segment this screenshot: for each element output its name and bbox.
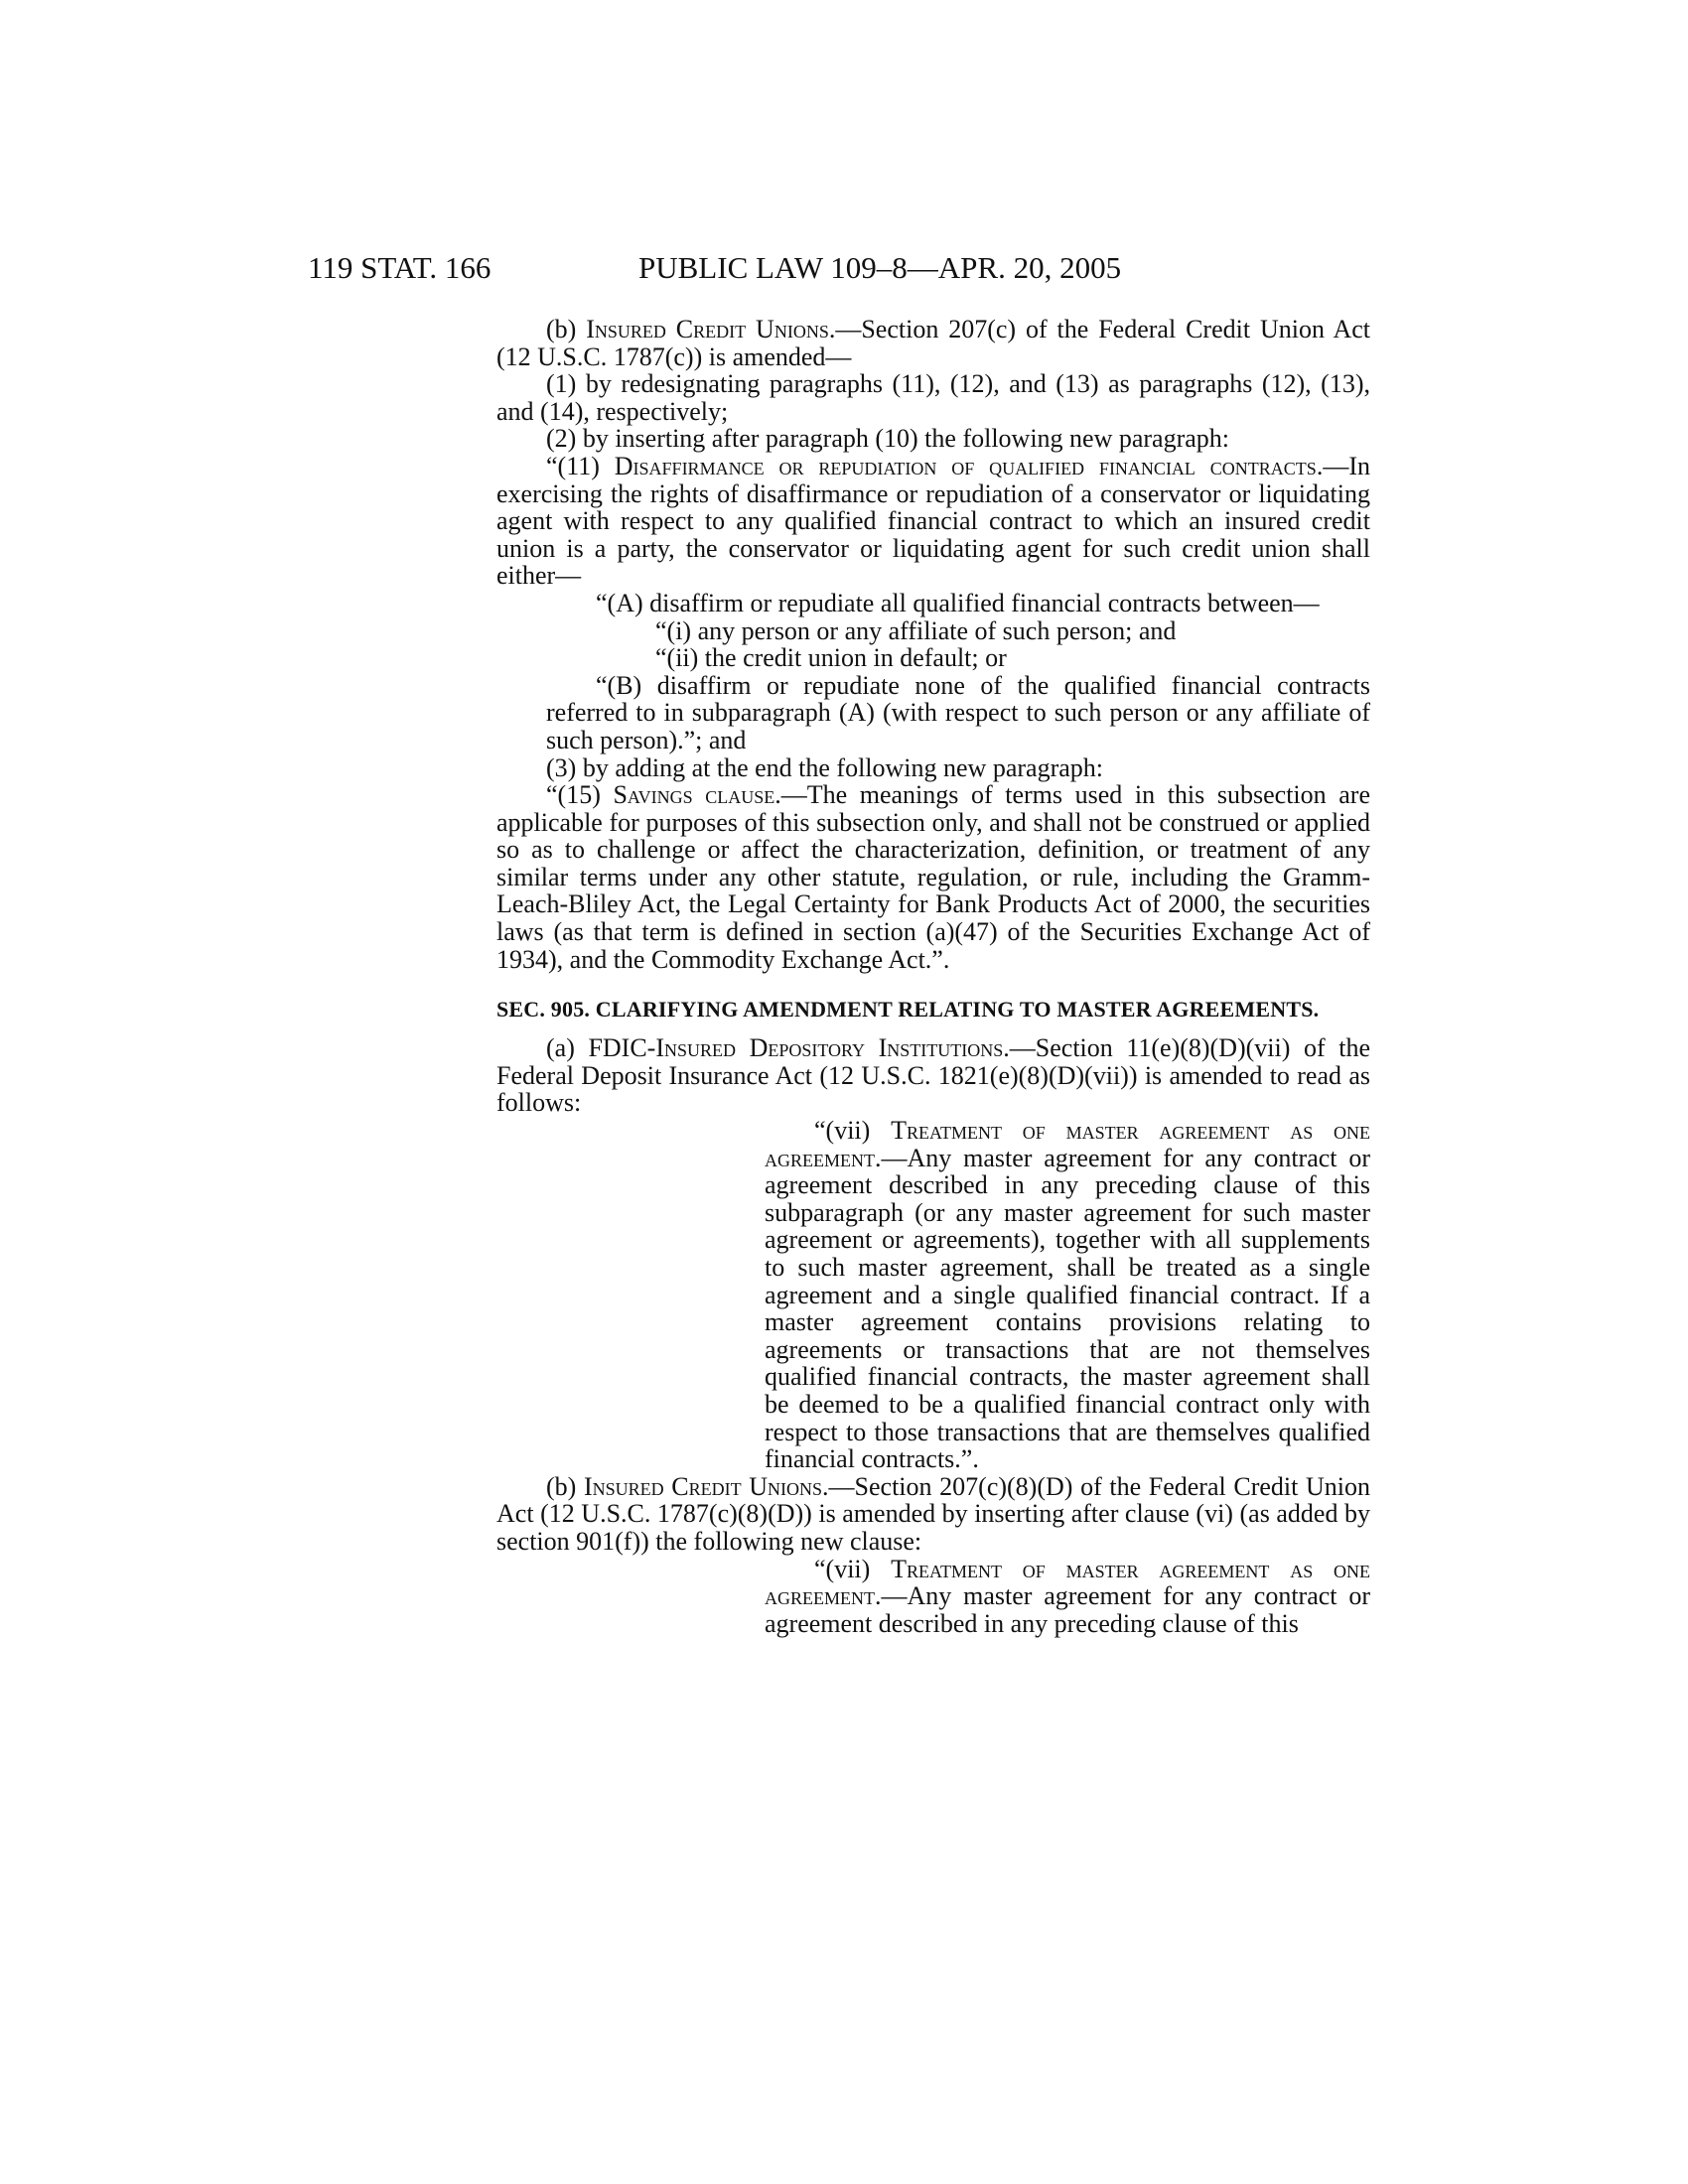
paragraph-label: (b): [546, 1471, 584, 1501]
paragraph-caption: Insured Credit Unions: [583, 1471, 823, 1501]
paragraph-text: .—The meanings of terms used in this subsection are applicable for purposes of this subsection only, and shall not be construed or applied so as to challenge or affect the characterization, definition, or treatment of any similar terms under any other statute, regulation, or rule, including the Gramm-Leach-Bliley Act, the Legal Certainty for Bank Products Act of 2000, the securities laws (as that term is defined in section (a)(47) of the Securities Exchange Act of 1934), and the Commodity Exchange Act.”.: [496, 780, 1370, 974]
public-law-citation: PUBLIC LAW 109–8—APR. 20, 2005: [638, 250, 1122, 285]
clause-vii-credit-union: [496, 1556, 1370, 1638]
paragraph-label: “(11): [546, 451, 615, 480]
paragraph-label: (b): [546, 315, 587, 343]
paragraph-text: .—Section 207(c) of the Federal Credit Union Act (12 U.S.C. 1787(c)) is amended—: [496, 315, 1370, 371]
paragraph-caption: Insured Credit Unions: [586, 315, 829, 343]
paragraph-text: .—Section 11(e)(8)(D)(vii) of the Federal Deposit Insurance Act (12 U.S.C. 1821(e)(8)(D)(vii)) is amended to read as follows:: [496, 1033, 1370, 1118]
clause-label: “(vii): [814, 1116, 892, 1146]
paragraph-label: (a): [546, 1033, 589, 1063]
paragraph-text: .—Section 207(c)(8)(D) of the Federal Credit Union Act (12 U.S.C. 1787(c)(8)(D)) is amended by inserting after clause (vi) (as added by section 901(f)) the following new clause:: [496, 1471, 1370, 1556]
clause-text: .—Any master agreement for any contract or agreement described in any preceding clause of this subparagraph (or any master agreement for such master agreement or agreements), together with all supplements to such master agreement, shall be treated as a single agreement and a single qualified financial contract. If a master agreement contains provisions relating to agreements or transactions that are not themselves qualified financial contracts, the master agreement shall be deemed to be a qualified financial contract only with respect to those transactions that are themselves qualified financial contracts.”.: [765, 1143, 1370, 1474]
paragraph-15-savings-clause: [496, 781, 1370, 973]
clause-caption: Treatment of master agreement as one agreement: [765, 1554, 1370, 1611]
paragraph-b-insured-credit-unions-2: [496, 1473, 1370, 1556]
statute-page-number: 119 STAT. 166: [308, 250, 492, 285]
paragraph-label: “(15): [546, 780, 614, 810]
clause-vii-fdic: [496, 1117, 1370, 1473]
document-body: [496, 316, 1370, 1637]
section-905-heading: SEC. 905. CLARIFYING AMENDMENT RELATING TO MASTER AGREEMENTS.: [496, 997, 1320, 1023]
paragraph-caption: Disaffirmance or repudiation of qualified financial contracts: [614, 451, 1317, 480]
clause-ii: “(ii) the credit union in default; or: [655, 643, 1007, 673]
paragraph-b-insured-credit-unions: [496, 316, 1370, 370]
clause-caption: Treatment of master agreement as one agreement: [765, 1116, 1370, 1172]
paragraph-1: (1) by redesignating paragraphs (11), (12), and (13) as paragraphs (12), (13), and (14), respectively;: [496, 369, 1370, 426]
paragraph-2: (2) by inserting after paragraph (10) the following new paragraph:: [546, 424, 1230, 454]
clause-text: .—Any master agreement for any contract or agreement described in any preceding clause of this: [765, 1581, 1370, 1638]
subparagraph-B: “(B) disaffirm or repudiate none of the qualified financial contracts referred to in subparagraph (A) (with respect to such person or any affiliate of such person).”; and: [546, 670, 1370, 754]
clause-i: “(i) any person or any affiliate of such person; and: [655, 615, 1177, 645]
paragraph-11-disaffirmance: [496, 453, 1370, 590]
paragraph-caption: FDIC-Insured Depository Institutions: [588, 1033, 1004, 1063]
page-header: [0, 248, 1688, 288]
paragraph-3: (3) by adding at the end the following new paragraph:: [546, 752, 1103, 782]
clause-label: “(vii): [814, 1554, 892, 1583]
paragraph-caption: Savings clause: [613, 780, 775, 810]
paragraph-a-fdic-insured: [496, 1034, 1370, 1117]
paragraph-text: .—In exercising the rights of disaffirmance or repudiation of a conservator or liquidating agent with respect to any qualified financial contract to which an insured credit union is a party, the conservator or liquidating agent for such credit union shall either—: [496, 451, 1370, 591]
subparagraph-A: “(A) disaffirm or repudiate all qualified financial contracts between—: [596, 588, 1320, 617]
